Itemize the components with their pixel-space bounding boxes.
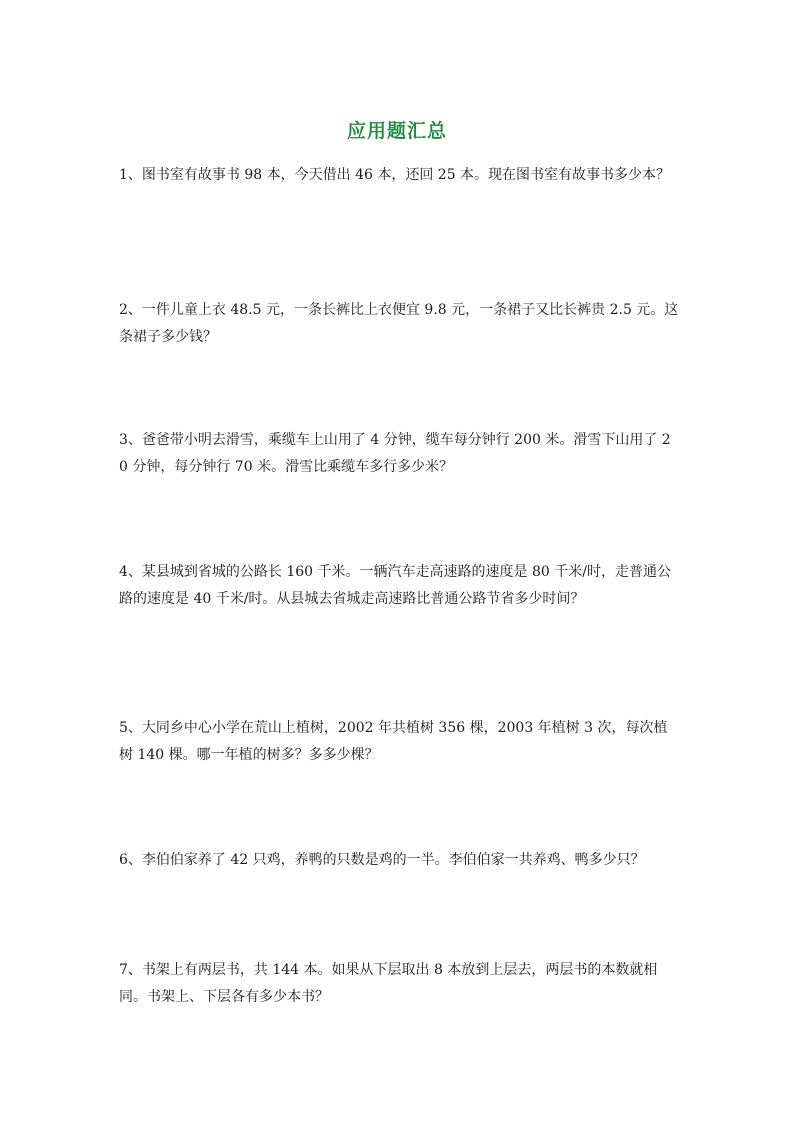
problem-2: 2、一件儿童上衣 48.5 元，一条长裤比上衣便宜 9.8 元，一条裙子又比长裤贵 2.5 元。这条裙子多少钱？	[119, 302, 679, 345]
problem-1: 1、图书室有故事书 98 本，今天借出 46 本，还回 25 本。现在图书室有故事书多少本？	[119, 167, 671, 183]
problem-7: 7、书架上有两层书，共 144 本。如果从下层取出 8 本放到上层去，两层书的本数就相同。书架上、下层各有多少本书？	[119, 962, 658, 1005]
problem-4: 4、某县城到省城的公路长 160 千米。一辆汽车走高速路的速度是 80 千米/时，走普通公路的速度是 40 千米/时。从县城去省城走高速路比普通公路节省多少时间？	[119, 564, 671, 607]
problem-5: 5、大同乡中心小学在荒山上植树，2002 年共植树 356 棵，2003 年植树 3 次，每次植树 140 棵。哪一年植的树多？多多少棵？	[119, 720, 668, 763]
page-title: 应用题汇总	[346, 120, 447, 142]
problem-6: 6、李伯伯家养了 42 只鸡，养鸭的只数是鸡的一半。李伯伯家一共养鸡、鸭多少只？	[119, 852, 645, 868]
problem-3: 3、爸爸带小明去滑雪，乘缆车上山用了 4 分钟，缆车每分钟行 200 米。滑雪下山用了 20 分钟，每分钟行 70 米。滑雪比乘缆车多行多少米？	[119, 432, 671, 475]
